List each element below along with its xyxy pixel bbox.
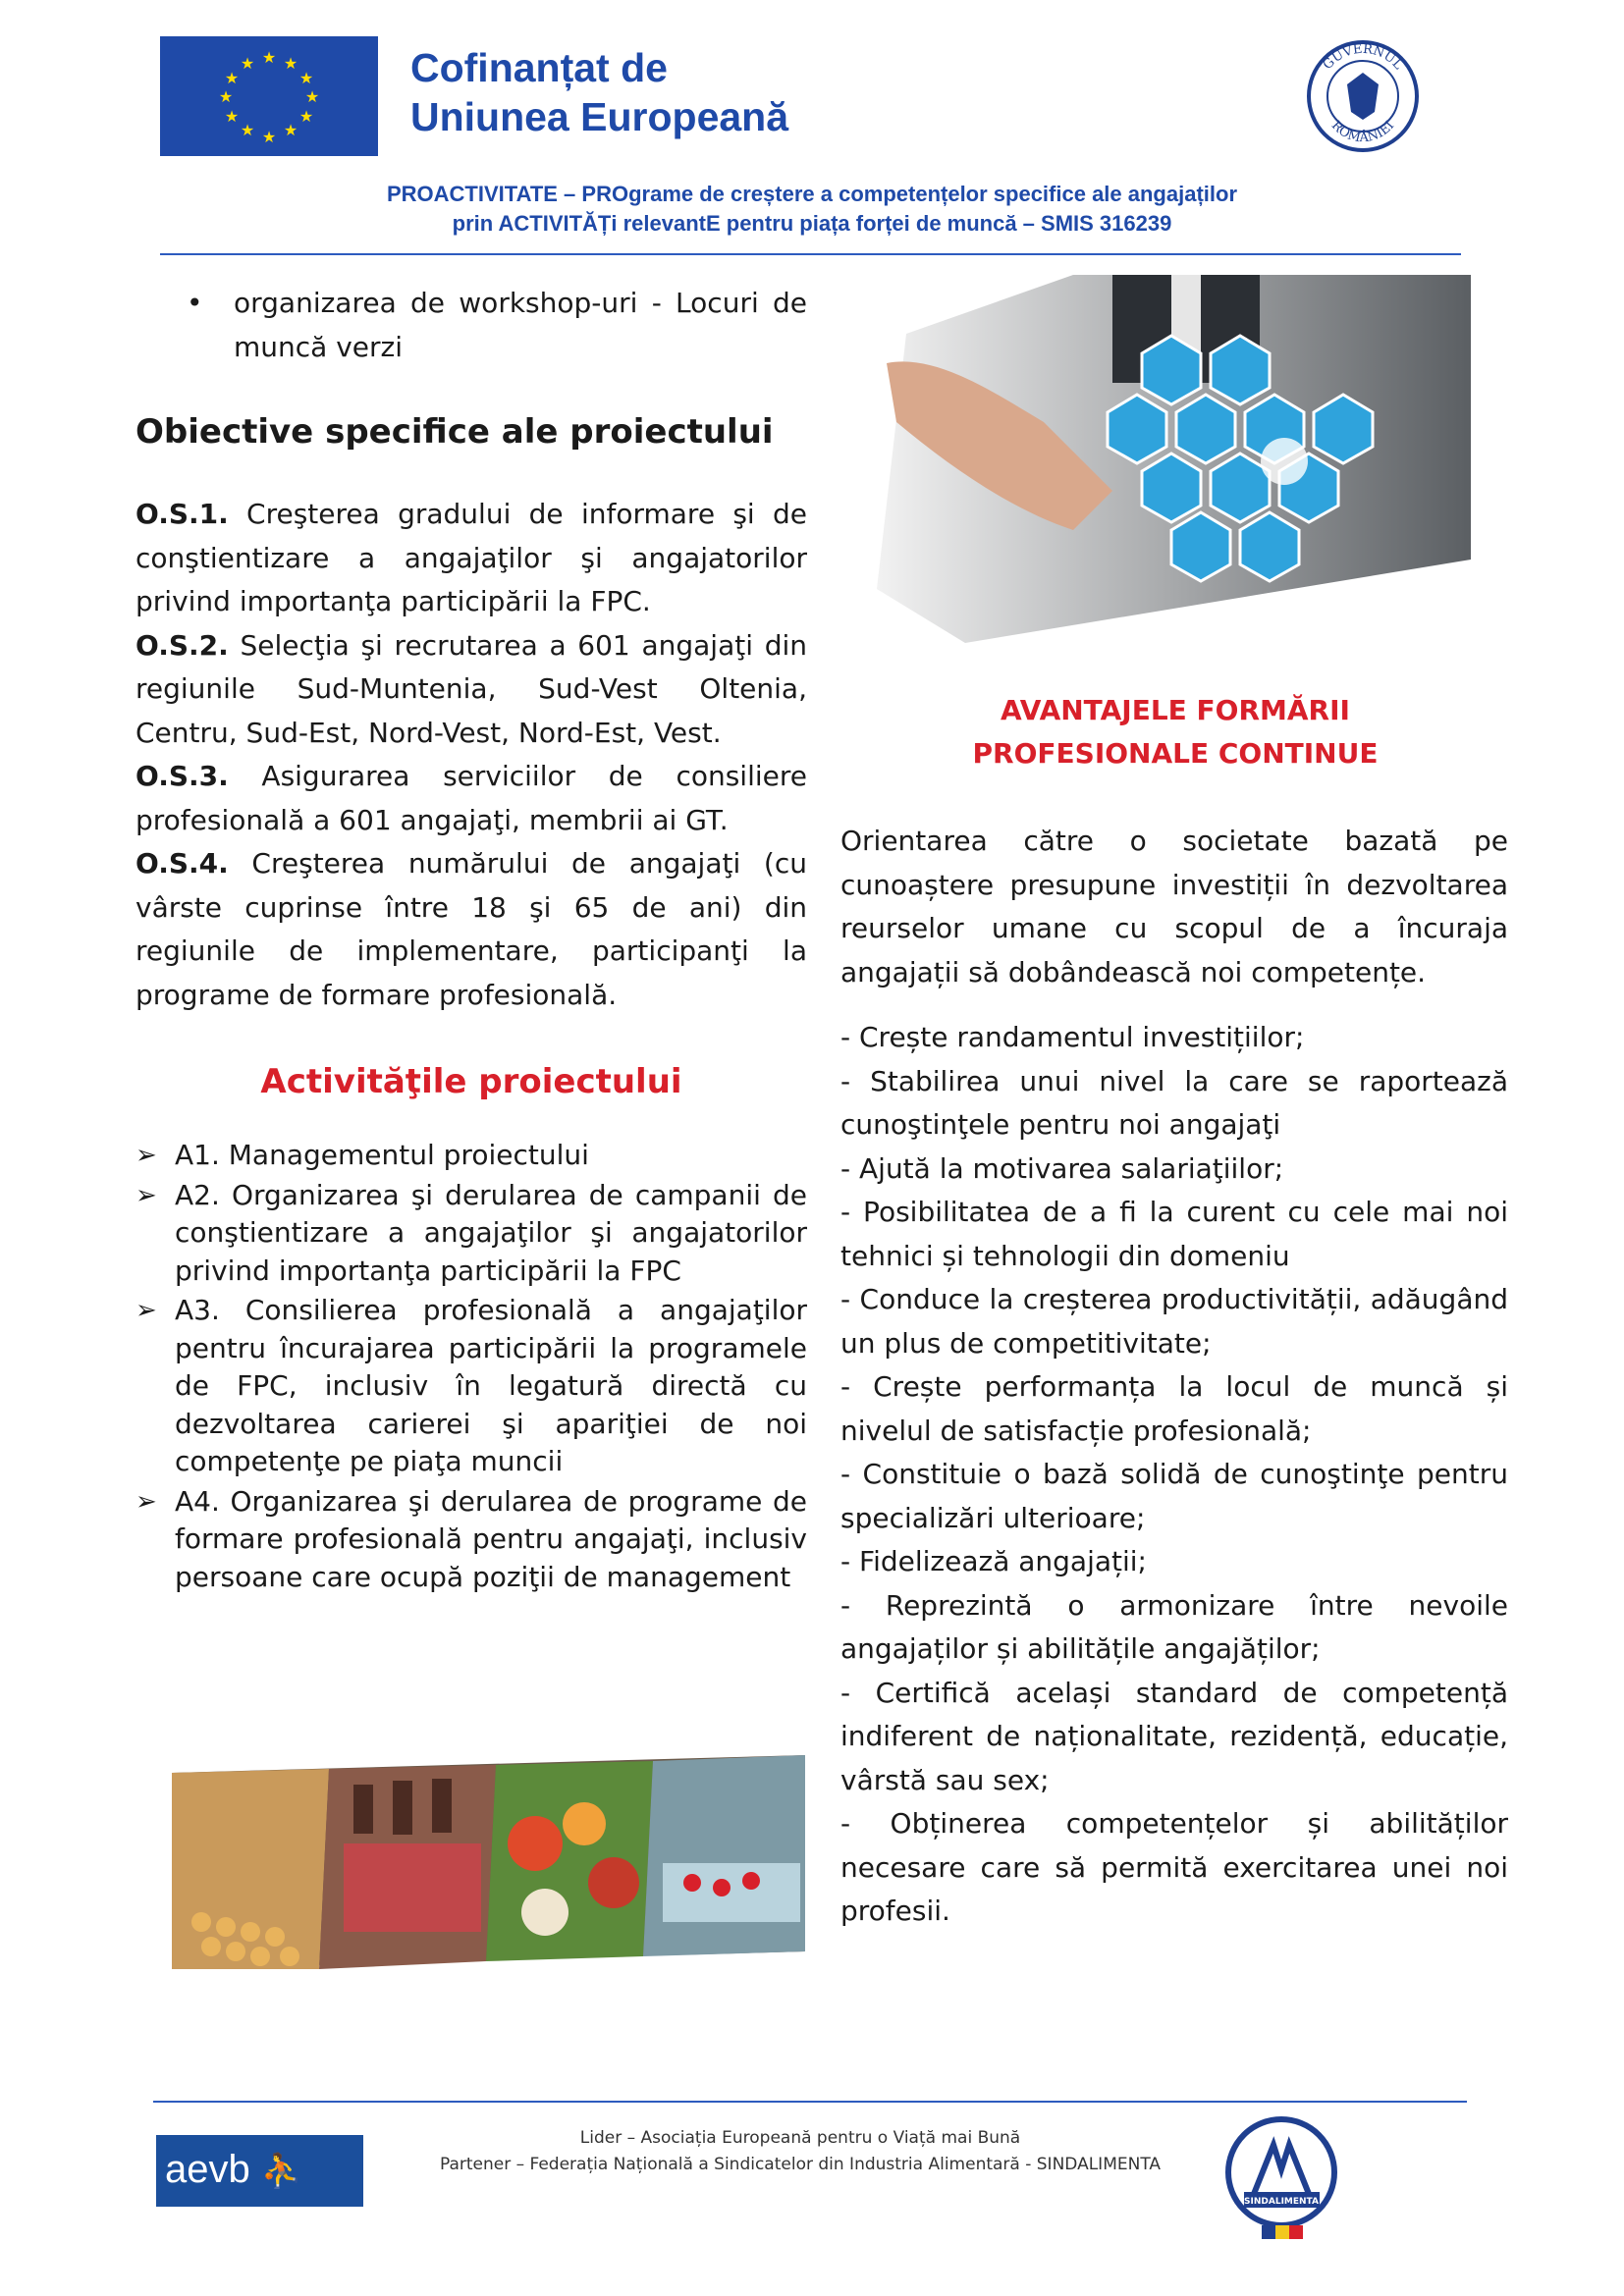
- advantages-title: [943, 689, 1408, 775]
- government-seal-logo: [1306, 39, 1420, 153]
- aevb-logo-text: [165, 2144, 302, 2197]
- seal-top-text: GUVERNUL: [1320, 41, 1406, 74]
- eu-title-line1: Cofinanțat de: [410, 45, 668, 90]
- svg-text:★: ★: [240, 54, 255, 73]
- list-item: [135, 1292, 807, 1481]
- activity-text: A3. Consilierea profesională a angajaţilor pentru încurajarea participării la programele de FPC, inclusiv în legatură directă cu dezvoltarea carierei şi apariţiei de noi competenţe pe piaţa muncii: [175, 1294, 807, 1477]
- footer-leader-line: Lider – Asociația Europeană pentru o Viață mai Bună: [579, 2128, 1021, 2148]
- list-item: - Obținerea competențelor și abilităților necesare care să permită exercitarea unei noi profesii.: [840, 1807, 1508, 1927]
- objective-code: O.S.4.: [135, 847, 229, 880]
- project-title: [226, 180, 1398, 239]
- list-item: - Reprezintă o armonizare între nevoile angajaților și abilitățile angajăților;: [840, 1588, 1508, 1665]
- svg-text:★: ★: [298, 107, 314, 126]
- list-item: - Crește performanța la locul de muncă și nivelul de satisfacție profesională;: [840, 1370, 1508, 1447]
- seal-bottom-text: ROMÂNIEI: [1327, 118, 1398, 146]
- activities-list: [135, 1137, 807, 1596]
- list-item: [135, 1137, 807, 1175]
- objective-text: Asigurarea serviciilor de consiliere profesională a 601 angajaţi, membrii ai GT.: [135, 760, 807, 836]
- list-item: - Fidelizează angajații;: [840, 1545, 1147, 1577]
- project-title-line1: PROACTIVITATE – PROgrame de creștere a competențelor specifice ale angajaților: [386, 182, 1238, 206]
- objective-item: [135, 493, 807, 624]
- technology-hand-image: [877, 275, 1471, 643]
- arrow-bullet-icon: ➢: [135, 1486, 157, 1517]
- eu-flag-logo: [160, 36, 378, 156]
- advantages-list: [840, 1016, 1508, 1934]
- eu-cofinancing-title: [410, 43, 788, 141]
- project-title-line2: prin ACTIVITĂȚi relevantE pentru piața forței de muncă – SMIS 316239: [452, 211, 1172, 236]
- objective-code: O.S.2.: [135, 628, 229, 662]
- svg-text:★: ★: [283, 54, 298, 73]
- food-industry-banner-image: [172, 1755, 805, 1969]
- list-item: - Certifică același standard de competență indiferent de naționalitate, rezidență, educație, vârstă sau sex;: [840, 1676, 1508, 1796]
- sindalimenta-logo: [1224, 2115, 1339, 2243]
- bullet-icon: •: [187, 287, 203, 319]
- activities-heading: Activităţile proiectului: [260, 1062, 682, 1101]
- eu-title-line2: Uniunea Europeană: [410, 94, 789, 139]
- advantages-title-line1: AVANTAJELE FORMĂRII: [1001, 694, 1350, 726]
- people-icon: ⛹: [260, 2153, 303, 2190]
- objective-text: Selecţia şi recrutarea a 601 angajaţi din regiunile Sud-Muntenia, Sud-Vest Oltenia, Centru, Sud-Est, Nord-Vest, Nord-Est, Vest.: [135, 628, 807, 749]
- list-item: [135, 282, 807, 369]
- header-divider: [160, 253, 1461, 255]
- list-item: [135, 1483, 807, 1597]
- advantages-title-line2: PROFESIONALE CONTINUE: [972, 737, 1379, 770]
- arrow-bullet-icon: ➢: [135, 1141, 157, 1170]
- footer-credits: [373, 2125, 1227, 2178]
- svg-text:★: ★: [261, 128, 277, 146]
- objective-item: [135, 755, 807, 842]
- objectives-heading: Obiective specifice ale proiectului: [135, 412, 774, 452]
- objective-text: Creşterea numărului de angajaţi (cu vârste cuprinse între 18 şi 65 de ani) din regiunile de implementare, participanţi la programe de formare profesională.: [135, 847, 807, 1011]
- svg-text:★: ★: [240, 121, 255, 139]
- list-item: - Constituie o bază solidă de cunoştinţe pentru specializări ulterioare;: [840, 1458, 1508, 1534]
- list-item: - Ajută la motivarea salariaţiilor;: [840, 1151, 1284, 1185]
- footer-partner-line: Partener – Federația Națională a Sindicatelor din Industria Alimentară - SINDALIMENTA: [439, 2155, 1162, 2174]
- svg-text:★: ★: [304, 87, 320, 106]
- objective-code: O.S.1.: [135, 498, 229, 530]
- arrow-bullet-icon: ➢: [135, 1296, 157, 1325]
- objective-code: O.S.3.: [135, 760, 229, 792]
- right-column: [840, 820, 1508, 1934]
- list-item: [135, 1177, 807, 1291]
- objective-item: [135, 842, 807, 1017]
- objective-item: [135, 624, 807, 756]
- svg-text:★: ★: [261, 48, 277, 67]
- workshop-bullet-list: [135, 282, 807, 369]
- objectives-list: [135, 493, 807, 1017]
- sindalimenta-label: SINDALIMENTA: [1244, 2197, 1319, 2207]
- eu-stars-icon: [160, 36, 378, 156]
- arrow-bullet-icon: ➢: [135, 1180, 157, 1210]
- svg-text:★: ★: [224, 69, 240, 87]
- svg-text:★: ★: [283, 121, 298, 139]
- advantages-intro: Orientarea către o societate bazată pe cunoaștere presupune investiții în dezvoltarea reurselor umane cu scopul de a încuraja angajații să dobândească noi competențe.: [840, 825, 1508, 988]
- list-item: - Stabilirea unui nivel la care se raportează cunoştinţele pentru noi angajaţi: [840, 1064, 1508, 1141]
- svg-text:★: ★: [298, 69, 314, 87]
- list-item: - Conduce la creșterea productivității, adăugând un plus de competitivitate;: [840, 1283, 1508, 1360]
- activity-text: A4. Organizarea şi derularea de programe de formare profesională pentru angajaţi, inclusiv persoane care ocupă poziţii de management: [175, 1484, 807, 1593]
- list-item: - Posibilitatea de a fi la curent cu cele mai noi tehnici și tehnologii din domeniu: [840, 1196, 1508, 1272]
- objective-text: Creşterea gradului de informare şi de conştientizare a angajaţilor şi angajatorilor privind importanţa participării la FPC.: [135, 498, 807, 617]
- svg-text:★: ★: [218, 87, 234, 106]
- left-column: [135, 282, 807, 1598]
- list-item: - Crește randamentul investițiilor;: [840, 1021, 1305, 1053]
- bullet-text: organizarea de workshop-uri - Locuri de muncă verzi: [234, 287, 807, 363]
- aevb-label: aevb: [165, 2148, 250, 2191]
- footer-divider: [153, 2101, 1467, 2103]
- activity-text: A2. Organizarea şi derularea de campanii de conştientizare a angajaţilor şi angajatorilor privind importanţa participării la FPC: [175, 1178, 807, 1287]
- svg-text:★: ★: [224, 107, 240, 126]
- activity-text: A1. Managementul proiectului: [175, 1139, 589, 1171]
